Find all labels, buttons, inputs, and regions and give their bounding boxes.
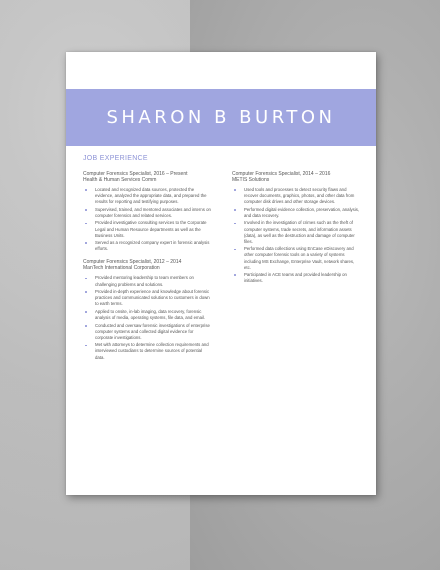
list-item: [232, 220, 360, 244]
job-title: Computer Forensics Specialist, 2014 – 2016: [232, 171, 331, 177]
list-item: [83, 220, 211, 238]
right-column: [232, 171, 360, 291]
bullet-icon: [234, 249, 236, 251]
job-entry: [83, 171, 211, 252]
list-item: [83, 323, 211, 341]
bullet-text: Provided investigative consulting services to the Corporate Legal and Human Resource departments as well as the Business Units.: [95, 220, 207, 238]
list-item: [232, 207, 360, 219]
bullet-icon: [234, 223, 236, 225]
bullet-icon: [85, 189, 87, 191]
list-item: [83, 309, 211, 321]
bullet-icon: [85, 242, 87, 244]
job-company: METIS Solutions: [232, 177, 270, 183]
left-column: [83, 171, 211, 368]
bullet-text: Participated in ACE teams and provided leadership on initiatives.: [244, 272, 347, 284]
bullet-text: Applied to onsite, in-lab imaging, data recovery, forensic analysis of media, operating systems, file data, and email.: [95, 308, 206, 320]
job-bullets: [83, 275, 211, 360]
candidate-name: SHARON B BURTON: [106, 107, 336, 128]
bullet-text: Met with attorneys to determine collection requirements and interviewed custodians to determine sources of potential data.: [95, 342, 209, 360]
bullet-text: Provided in-depth experience and knowledge about forensic practices and communicated solutions to customers in down to earth terms.: [95, 289, 210, 307]
bullet-icon: [85, 325, 87, 327]
job-title: Computer Forensics Specialist, 2012 – 2014: [83, 259, 182, 266]
job-bullets: [83, 187, 211, 252]
bullet-icon: [234, 189, 236, 191]
list-item: [232, 187, 360, 205]
bullet-text: Used tools and processes to detect security flaws and recover documents, graphics, photos, and other data from computer disk drives and other storage devices.: [244, 187, 355, 205]
list-item: [232, 246, 360, 270]
bullet-icon: [234, 274, 236, 276]
bullet-icon: [85, 291, 87, 293]
bullet-icon: [85, 345, 87, 347]
list-item: [83, 289, 211, 307]
list-item: [232, 272, 360, 284]
job-company: ManTech International Corporation: [83, 265, 160, 272]
list-item: [83, 240, 211, 252]
list-item: [83, 342, 211, 360]
bullet-icon: [85, 209, 87, 211]
bullet-text: Served as a recognized company expert in forensic analysis efforts.: [95, 240, 210, 252]
bullet-text: Performed digital evidence collection, preservation, analysis, and data recovery.: [244, 206, 360, 218]
list-item: [83, 207, 211, 219]
bullet-icon: [234, 209, 236, 211]
job-entry: [232, 171, 360, 284]
list-item: [83, 275, 211, 287]
bullet-text: Performed data collections using EnCase eDiscovery and other computer forensic tools on a variety of systems including MS Exchange, Enterprise Vault, network shares, etc.: [244, 246, 355, 270]
name-banner: [66, 89, 376, 146]
bullet-text: Involved in the investigation of crimes such as the theft of computer systems, trade secrets, and information assets (data), as well as the destruction and damage of computer files.: [244, 220, 355, 244]
job-bullets: [232, 187, 360, 284]
bullet-text: Conducted and oversaw forensic investigations of enterprise computer systems and collected digital evidence for corporate investigations.: [95, 322, 210, 340]
resume-page: [66, 52, 376, 495]
bullet-icon: [85, 223, 87, 225]
job-company: Health & Human Services Comm: [83, 177, 157, 183]
job-entry: [83, 259, 211, 360]
bullet-text: Located and recognized data sources, protected the evidence, analyzed the appropriate data, and prepared the results for reporting and testifying purposes.: [95, 187, 207, 205]
bullet-icon: [85, 311, 87, 313]
bullet-text: Supervised, trained, and mentored associates and interns on computer forensics and related services.: [95, 206, 211, 218]
list-item: [83, 187, 211, 205]
bullet-icon: [85, 278, 87, 280]
section-heading-job-experience: JOB EXPERIENCE: [83, 155, 148, 162]
job-title: Computer Forensics Specialist, 2016 – Present: [83, 171, 188, 177]
bullet-text: Provided mentoring leadership to team members on challenging problems and solutions.: [95, 275, 194, 287]
